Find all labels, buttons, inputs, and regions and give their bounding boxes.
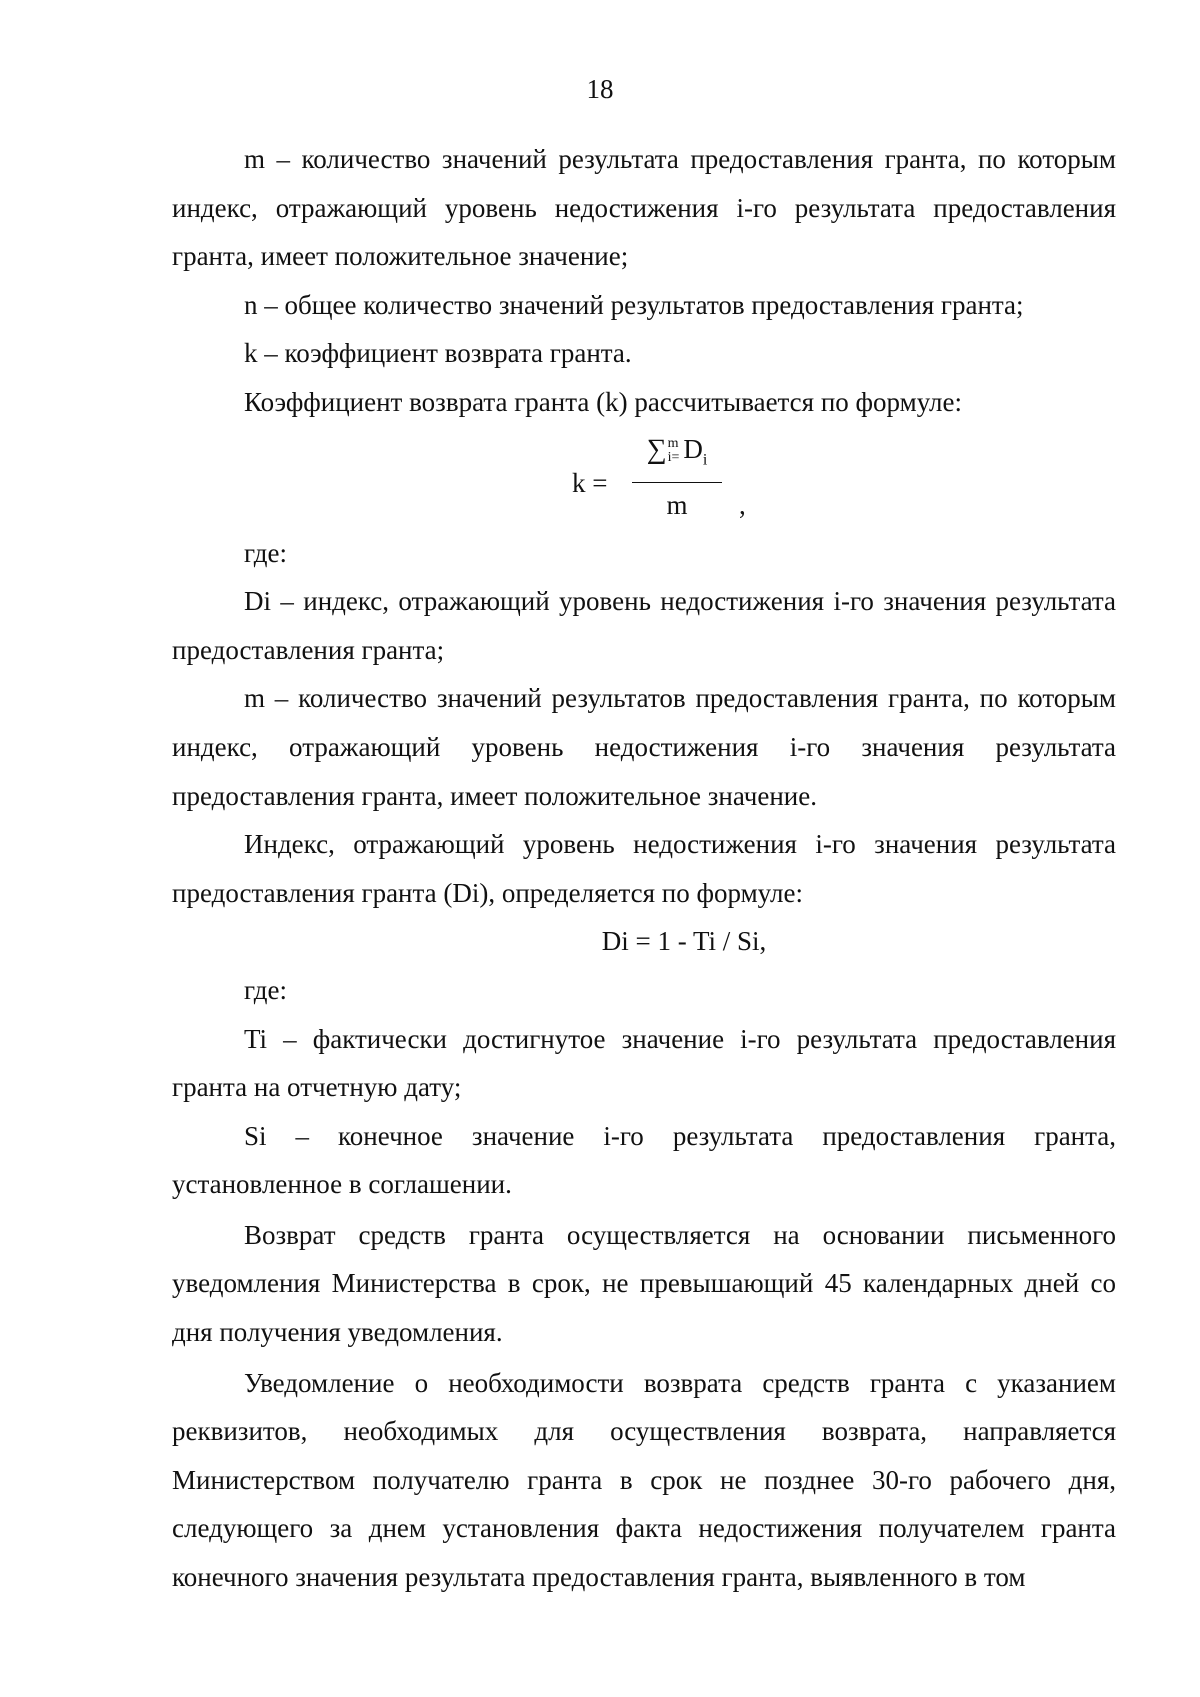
document-body (172, 135, 1116, 1602)
paragraph-ti-definition: Ti – фактически достигнутое значение i-го результата предоставления гранта на отчетную дату; (172, 1023, 1116, 1103)
paragraph-k-formula-intro: Коэффициент возврата гранта (k) рассчитывается по формуле: (244, 386, 962, 417)
formula-k-denominator: m (666, 489, 688, 520)
paragraph-refund-notice: Уведомление о необходимости возврата средств гранта с указанием реквизитов, необходимых для осуществления возврата, направляется Министерством получателю гранта в срок не позднее 30-го рабочего дня, следующего за днем установления факта недостижения получателем гранта конечного значения результата предоставления гранта, выявленного в том (172, 1367, 1116, 1593)
formula-di: Di = 1 - Ti / Si, (601, 926, 767, 957)
paragraph-m-definition-2: m – количество значений результатов предоставления гранта, по которым индекс, отражающий уровень недостижения i-го значения результата предоставления гранта, имеет положительное значение. (172, 683, 1116, 811)
paragraph-si-definition: Si – конечное значение i-го результата предоставления гранта, установленное в соглашении. (172, 1120, 1116, 1200)
summation-limits (668, 437, 680, 465)
formula-k-term-subscript: i (702, 450, 708, 468)
paragraph-n-definition: n – общее количество значений результатов предоставления гранта; (244, 289, 1024, 320)
paragraph-k-definition: k – коэффициент возврата гранта. (244, 338, 632, 369)
formula-k-lhs: k = (572, 467, 608, 498)
paragraph-where-2: где: (244, 974, 287, 1005)
formula-k-trailing-comma: , (739, 489, 746, 520)
page-number: 18 (586, 74, 614, 104)
summation-lower-limit: i= (667, 450, 680, 466)
summation-symbol: ∑ (646, 433, 667, 465)
formula-k-numerator (632, 429, 722, 480)
summation-upper-limit: m (667, 436, 679, 452)
paragraph-where-1: где: (244, 537, 287, 568)
formula-k-fraction (632, 429, 722, 523)
paragraph-m-definition: m – количество значений результата предоставления гранта, по которым индекс, отражающий уровень недостижения i-го результата предоставления гранта, имеет положительное значение; (172, 144, 1116, 272)
paragraph-di-formula-intro: Индекс, отражающий уровень недостижения i-го значения результата предоставления гранта (Di), определяется по формуле: (172, 829, 1116, 908)
fraction-bar (632, 482, 722, 483)
paragraph-di-definition: Di – индекс, отражающий уровень недостижения i-го значения результата предоставления гранта; (172, 586, 1116, 665)
paragraph-refund-term: Возврат средств гранта осуществляется на основании письменного уведомления Министерства в срок, не превышающий 45 календарных дней со дня получения уведомления. (172, 1219, 1116, 1348)
formula-k-term: D (683, 433, 703, 464)
formula-k (172, 429, 1116, 529)
